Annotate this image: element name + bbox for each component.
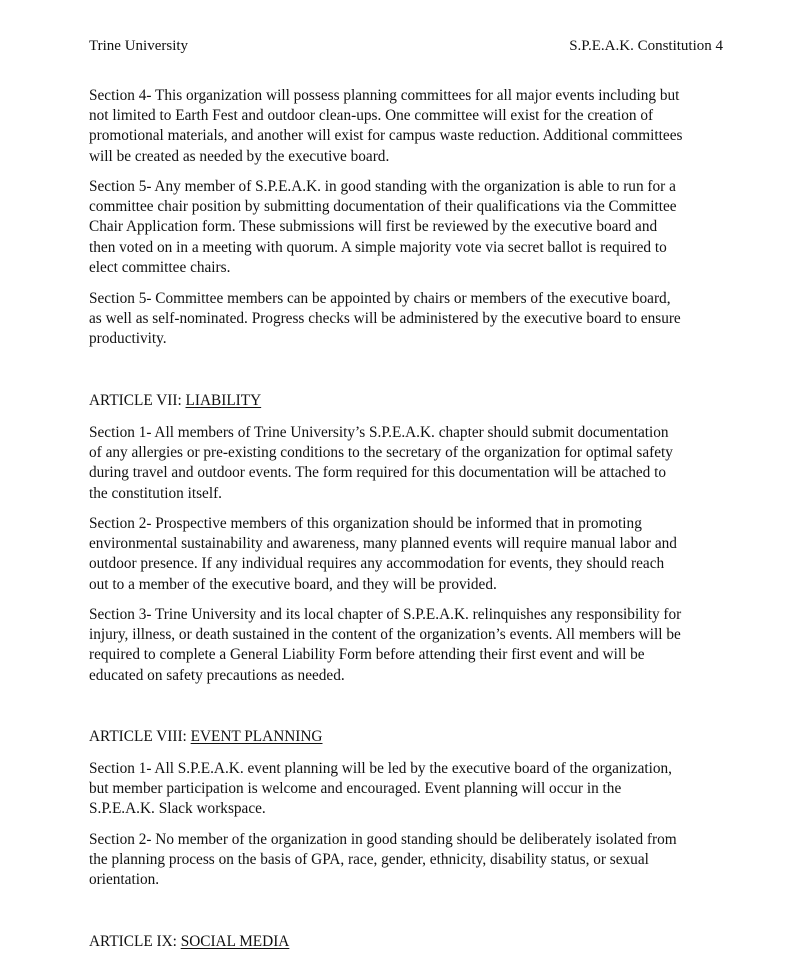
- text-line: Section 5- Any member of S.P.E.A.K. in good standing with the organization is able to run for a: [89, 178, 676, 195]
- article-7-section-2: [89, 514, 729, 595]
- text-line: but member participation is welcome and encouraged. Event planning will occur in the: [89, 780, 622, 798]
- article-7-section-3: [89, 605, 729, 686]
- text-line: Section 4- This organization will possess planning committees for all major events including but: [89, 87, 680, 104]
- article-9-title: SOCIAL MEDIA: [180, 933, 290, 950]
- text-line: of any allergies or pre-existing conditions to the secretary of the organization for optimal safety: [89, 444, 673, 462]
- text-line: will be created as needed by the executive board.: [89, 147, 390, 165]
- text-line: promotional materials, and another will exist for campus waste reduction. Additional committees: [89, 127, 683, 145]
- header-left: Trine University: [89, 38, 189, 54]
- article-8-heading: [89, 727, 322, 747]
- article-8-section-1: [89, 759, 729, 820]
- text-line: as well as self-nominated. Progress checks will be administered by the executive board to ensure: [89, 310, 681, 328]
- text-line: injury, illness, or death sustained in the content of the organization’s events. All members will be: [89, 626, 681, 644]
- text-line: Section 1- All S.P.E.A.K. event planning will be led by the executive board of the organization,: [89, 760, 672, 777]
- text-line: out to a member of the executive board, and they will be provided.: [89, 575, 497, 593]
- text-line: during travel and outdoor events. The form required for this documentation will be attached to: [89, 464, 667, 482]
- text-line: elect committee chairs.: [89, 258, 231, 276]
- text-line: not limited to Earth Fest and outdoor clean-ups. One committee will exist for the creation of: [89, 107, 654, 125]
- article-8-prefix: ARTICLE VIII:: [89, 728, 191, 745]
- section-5-committee-members: [89, 289, 729, 350]
- text-line: Chair Application form. These submissions will first be reviewed by the executive board and: [89, 218, 658, 236]
- text-line: S.P.E.A.K. Slack workspace.: [89, 800, 266, 818]
- text-line: Section 2- Prospective members of this organization should be informed that in promoting: [89, 515, 642, 532]
- article-7-heading: [89, 391, 261, 411]
- article-7-title: LIABILITY: [185, 392, 262, 409]
- text-line: environmental sustainability and awareness, many planned events will require manual labor and: [89, 535, 677, 553]
- text-line: outdoor presence. If any individual requires any accommodation for events, they should reach: [89, 555, 665, 573]
- text-line: Section 5- Committee members can be appointed by chairs or members of the executive board,: [89, 290, 671, 307]
- article-8-title: EVENT PLANNING: [190, 728, 323, 745]
- text-line: productivity.: [89, 330, 167, 348]
- header-right: S.P.E.A.K. Constitution 4: [569, 38, 723, 54]
- article-7-section-1: [89, 423, 729, 504]
- section-5-committee-chairs: [89, 177, 729, 278]
- text-line: Section 3- Trine University and its local chapter of S.P.E.A.K. relinquishes any responsibility for: [89, 606, 682, 623]
- text-line: required to complete a General Liability Form before attending their first event and will be: [89, 646, 645, 664]
- section-4-committees: [89, 86, 729, 167]
- text-line: Section 2- No member of the organization in good standing should be deliberately isolated from: [89, 831, 677, 848]
- article-9-heading: [89, 932, 289, 952]
- article-8-section-2: [89, 830, 729, 891]
- text-line: committee chair position by submitting documentation of their qualifications via the Committee: [89, 198, 677, 216]
- article-9-prefix: ARTICLE IX:: [89, 933, 181, 950]
- text-line: the planning process on the basis of GPA, race, gender, ethnicity, disability status, or sexual: [89, 851, 649, 869]
- text-line: the constitution itself.: [89, 484, 222, 502]
- text-line: orientation.: [89, 871, 160, 889]
- text-line: Section 1- All members of Trine University’s S.P.E.A.K. chapter should submit documentation: [89, 424, 669, 441]
- text-line: then voted on in a meeting with quorum. A simple majority vote via secret ballot is required to: [89, 238, 667, 256]
- article-7-prefix: ARTICLE VII:: [89, 392, 186, 409]
- text-line: educated on safety precautions as needed.: [89, 666, 345, 684]
